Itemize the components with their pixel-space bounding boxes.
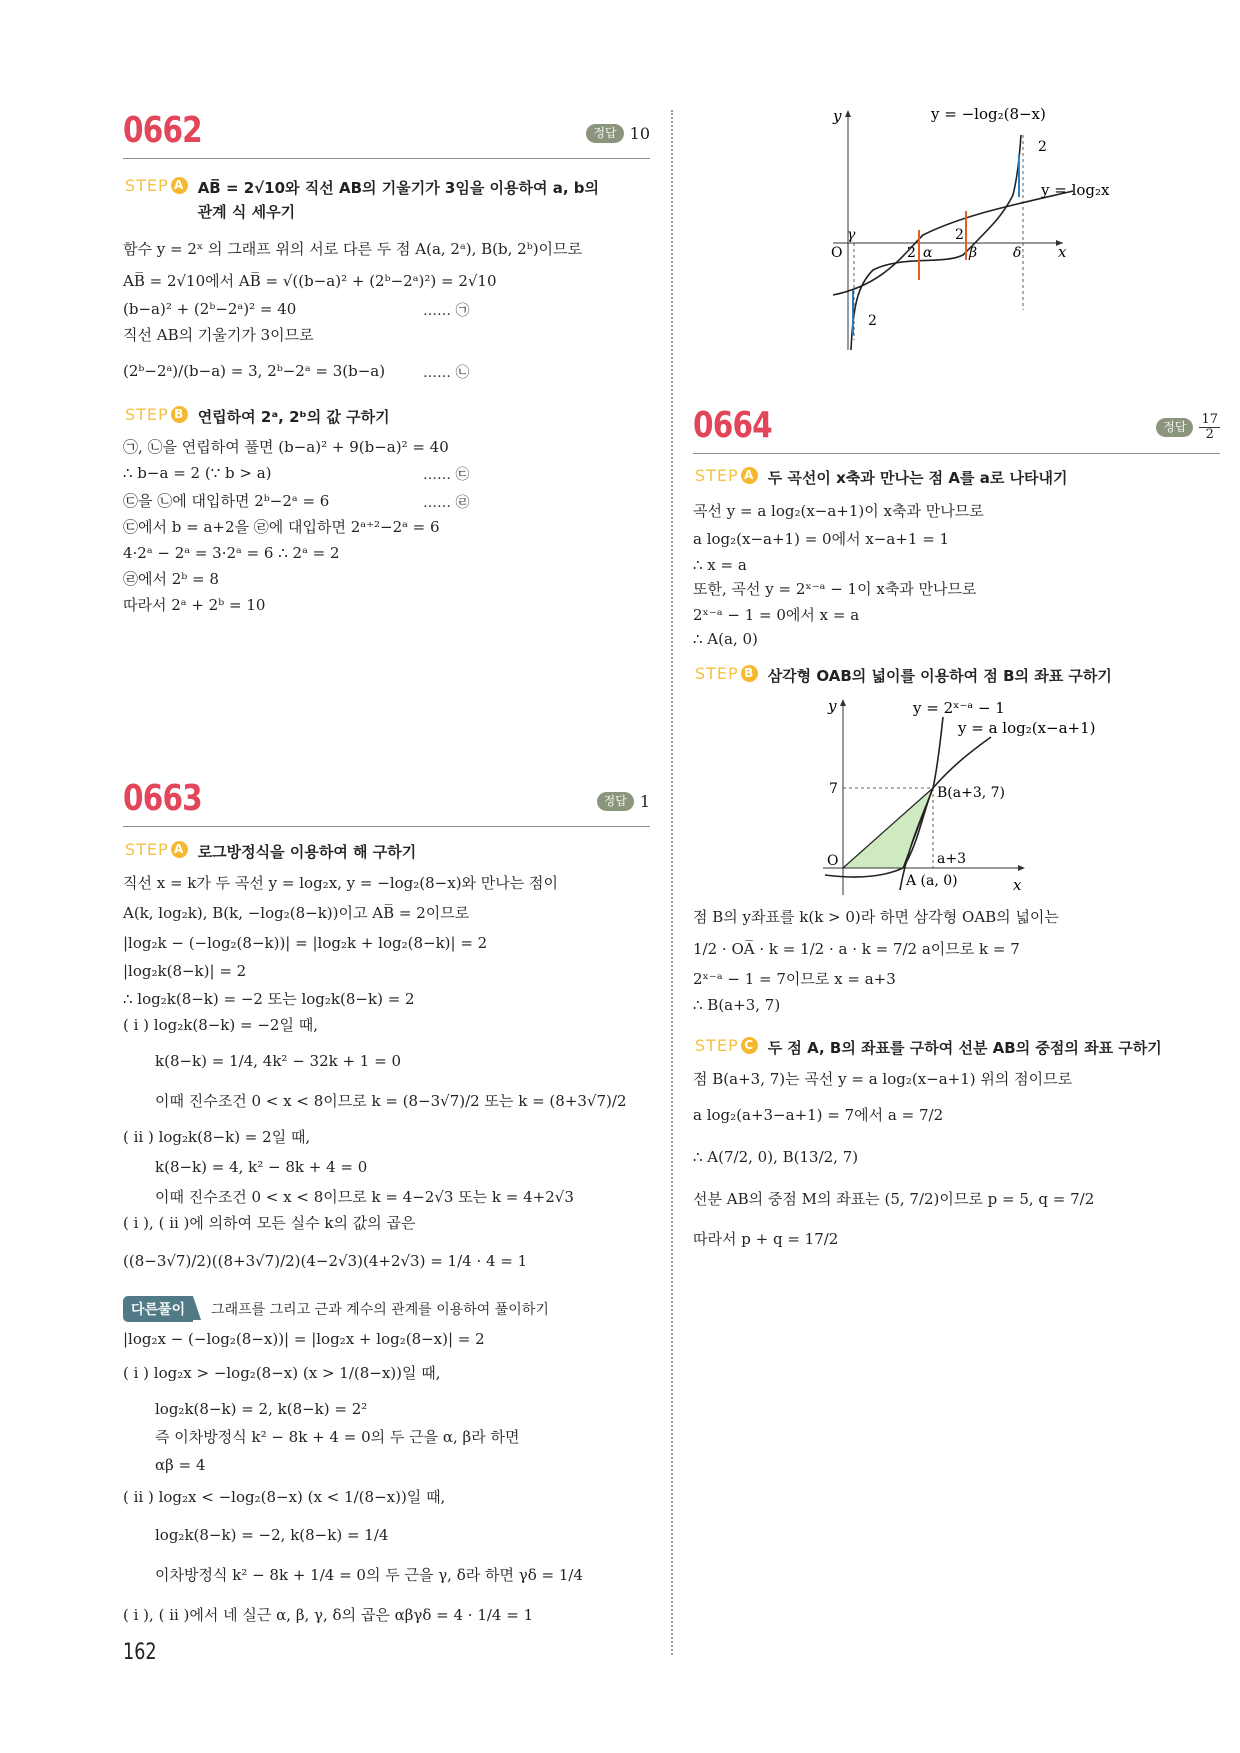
svg-text:A (a, 0): A (a, 0): [906, 873, 958, 889]
step-c-heading: [695, 1036, 1162, 1060]
text-line: a log₂(x−a+1) = 0에서 x−a+1 = 1: [693, 530, 950, 548]
svg-text:2: 2: [1038, 139, 1047, 155]
answer-box: [586, 124, 650, 143]
equation-mark: …… ㉣: [423, 495, 470, 511]
text-line: 4·2ᵃ − 2ᵃ = 3·2ᵃ = 6 ∴ 2ᵃ = 2: [123, 544, 340, 562]
answer-fraction: $\frac{17}{2}$: [1201, 412, 1218, 442]
curve-label: y = −log₂(8−x): [931, 105, 1046, 123]
text-line: 직선 AB의 기울기가 3이므로: [123, 326, 314, 344]
step-letter-icon: B: [171, 406, 188, 423]
text-line: 2ˣ⁻ᵃ − 1 = 7이므로 x = a+3: [693, 970, 896, 988]
text-line: |log₂k(8−k)| = 2: [123, 962, 247, 980]
text-line: A(k, log₂k), B(k, −log₂(8−k))이고 AB̅ = 2이므로: [123, 904, 470, 922]
column-divider: [671, 110, 673, 1655]
text-line: 즉 이차방정식 k² − 8k + 4 = 0의 두 근을 α, β라 하면: [155, 1428, 520, 1446]
text-line: log₂k(8−k) = 2, k(8−k) = 2²: [155, 1400, 368, 1418]
step-title: 두 곡선이 x축과 만나는 점 A를 a로 나타내기: [767, 469, 1068, 487]
step-title: 두 점 A, B의 좌표를 구하여 선분 AB의 중점의 좌표 구하기: [767, 1039, 1162, 1057]
problem-header-0662: [123, 110, 650, 159]
text-line: 함수 y = 2ˣ 의 그래프 위의 서로 다른 두 점 A(a, 2ᵃ), B(b, 2ᵇ)이므로: [123, 240, 583, 258]
step-title: 로그방정식을 이용하여 해 구하기: [197, 843, 417, 861]
text-line: ( i ) log₂x > −log₂(8−x) (x > 1/(8−x))일 때,: [123, 1364, 441, 1382]
answer-badge: 정답: [1156, 418, 1193, 437]
text-line: 따라서 2ᵃ + 2ᵇ = 10: [123, 596, 266, 614]
answer-value: 1: [639, 792, 650, 811]
text-line: ( i ) log₂k(8−k) = −2일 때,: [123, 1016, 318, 1034]
svg-text:y: y: [828, 697, 837, 715]
text-line: |log₂x − (−log₂(8−x))| = |log₂x + log₂(8−x)| = 2: [123, 1330, 485, 1348]
text-line: ㉢을 ㉡에 대입하면 2ᵇ−2ᵃ = 6: [123, 492, 330, 510]
problem-header-0664: [693, 405, 1220, 454]
svg-text:α: α: [923, 245, 933, 261]
text-line: ∴ log₂k(8−k) = −2 또는 log₂k(8−k) = 2: [123, 990, 415, 1008]
text-line: 이때 진수조건 0 < x < 8이므로 k = 4−2√3 또는 k = 4+2√3: [155, 1188, 574, 1206]
svg-text:β: β: [969, 245, 978, 261]
problem-number: 0663: [123, 778, 202, 819]
step-tag: STEP A: [695, 466, 758, 485]
step-b-heading: [125, 405, 390, 429]
text-line: αβ = 4: [155, 1456, 206, 1474]
step-a-heading: [695, 466, 1068, 490]
text-line: ∴ b−a = 2 (∵ b > a): [123, 464, 272, 482]
step-tag: STEP B: [695, 664, 758, 683]
x-axis-label: x: [1058, 243, 1067, 261]
text-line: 곡선 y = a log₂(x−a+1)이 x축과 만나므로: [693, 502, 984, 520]
text-line: ( ii ) log₂x < −log₂(8−x) (x < 1/(8−x))일 때,: [123, 1488, 446, 1506]
text-line: ∴ B(a+3, 7): [693, 996, 781, 1014]
text-line: 점 B의 y좌표를 k(k > 0)라 하면 삼각형 OAB의 넓이는: [693, 908, 1059, 926]
text-line: 따라서 p + q = 17/2: [693, 1230, 839, 1248]
answer-badge: 정답: [586, 124, 623, 143]
text-line: AB̅ = 2√10에서 AB̅ = √((b−a)² + (2ᵇ−2ᵃ)²) = 2√10: [123, 272, 497, 290]
step-letter-icon: A: [741, 467, 758, 484]
text-line: 선분 AB의 중점 M의 좌표는 (5, 7/2)이므로 p = 5, q = 7/2: [693, 1190, 1095, 1208]
equation-mark: …… ㉡: [423, 365, 470, 381]
answer-box: [597, 792, 650, 811]
exp-log-figure: [813, 695, 1143, 895]
svg-text:a+3: a+3: [937, 851, 966, 867]
text-line: ( i ), ( ii )에 의하여 모든 실수 k의 값의 곱은: [123, 1214, 416, 1232]
text-line: ∴ x = a: [693, 556, 747, 574]
step-title: AB̅ = 2√10와 직선 AB의 기울기가 3임을 이용하여 a, b의 관계 식 세우기: [197, 179, 600, 221]
answer-value: 10: [629, 124, 650, 143]
origin-label: O: [831, 245, 843, 261]
svg-text:2: 2: [955, 227, 964, 243]
svg-text:2: 2: [907, 245, 916, 261]
svg-text:δ: δ: [1013, 245, 1022, 261]
step-letter-icon: B: [741, 665, 758, 682]
svg-text:B(a+3, 7): B(a+3, 7): [937, 785, 1006, 801]
problem-number: 0662: [123, 110, 202, 151]
step-title: 삼각형 OAB의 넓이를 이용하여 점 B의 좌표 구하기: [767, 667, 1112, 685]
problem-number: 0664: [693, 405, 772, 446]
text-line: 이때 진수조건 0 < x < 8이므로 k = (8−3√7)/2 또는 k = (8+3√7)/2: [155, 1092, 627, 1110]
alternative-badge: 다른풀이: [123, 1296, 193, 1322]
svg-text:O: O: [827, 853, 839, 869]
curve-label: y = log₂x: [1041, 181, 1110, 199]
svg-text:γ: γ: [847, 227, 856, 243]
step-a-heading: [125, 840, 416, 864]
answer-badge: 정답: [597, 792, 634, 811]
answer-box: [1156, 413, 1220, 442]
text-line: ∴ A(7/2, 0), B(13/2, 7): [693, 1148, 859, 1166]
text-line: 점 B(a+3, 7)는 곡선 y = a log₂(x−a+1) 위의 점이므로: [693, 1070, 1073, 1088]
alternative-title: 그래프를 그리고 근과 계수의 관계를 이용하여 풀이하기: [211, 1302, 549, 1318]
text-line: (b−a)² + (2ᵇ−2ᵃ)² = 40: [123, 300, 297, 318]
text-line: 이차방정식 k² − 8k + 1/4 = 0의 두 근을 γ, δ라 하면 γδ = 1/4: [155, 1566, 583, 1584]
text-line: 2ˣ⁻ᵃ − 1 = 0에서 x = a: [693, 606, 860, 624]
text-line: log₂k(8−k) = −2, k(8−k) = 1/4: [155, 1526, 389, 1544]
text-line: ((8−3√7)/2)((8+3√7)/2)(4−2√3)(4+2√3) = 1/4 · 4 = 1: [123, 1252, 528, 1270]
step-tag: STEP A: [125, 840, 188, 859]
text-line: ㉠, ㉡을 연립하여 풀면 (b−a)² + 9(b−a)² = 40: [123, 438, 449, 456]
text-line: |log₂k − (−log₂(8−k))| = |log₂k + log₂(8−k)| = 2: [123, 934, 488, 952]
step-letter-icon: A: [171, 177, 188, 194]
page-number: 162: [123, 1640, 157, 1665]
text-line: k(8−k) = 1/4, 4k² − 32k + 1 = 0: [155, 1052, 401, 1070]
step-letter-icon: A: [171, 841, 188, 858]
step-title: 연립하여 2ᵃ, 2ᵇ의 값 구하기: [197, 408, 390, 426]
text-line: 또한, 곡선 y = 2ˣ⁻ᵃ − 1이 x축과 만나므로: [693, 580, 977, 598]
svg-text:7: 7: [829, 781, 838, 797]
svg-text:2: 2: [868, 313, 877, 329]
text-line: ( i ), ( ii )에서 네 실근 α, β, γ, δ의 곱은 αβγδ = 4 · 1/4 = 1: [123, 1606, 534, 1624]
text-line: ㉣에서 2ᵇ = 8: [123, 570, 219, 588]
text-line: k(8−k) = 4, k² − 8k + 4 = 0: [155, 1158, 368, 1176]
svg-text:y = a log₂(x−a+1): y = a log₂(x−a+1): [958, 719, 1096, 737]
text-line: ㉢에서 b = a+2을 ㉣에 대입하면 2ᵃ⁺²−2ᵃ = 6: [123, 518, 440, 536]
step-tag: STEP B: [125, 405, 188, 424]
text-line: ∴ A(a, 0): [693, 630, 758, 648]
alternative-solution-heading: [123, 1296, 549, 1322]
step-tag: STEP A: [125, 176, 188, 195]
text-line: ( ii ) log₂k(8−k) = 2일 때,: [123, 1128, 311, 1146]
step-b-heading: [695, 664, 1112, 688]
svg-text:y = 2ˣ⁻ᵃ − 1: y = 2ˣ⁻ᵃ − 1: [913, 699, 1005, 717]
text-line: a log₂(a+3−a+1) = 7에서 a = 7/2: [693, 1106, 944, 1124]
equation-mark: …… ㉠: [423, 303, 470, 319]
equation-mark: …… ㉢: [423, 467, 470, 483]
y-axis-label: y: [833, 107, 842, 125]
log-curves-figure: [823, 105, 1143, 355]
text-line: 1/2 · OA̅ · k = 1/2 · a · k = 7/2 a이므로 k = 7: [693, 940, 1020, 958]
text-line: 직선 x = k가 두 곡선 y = log₂x, y = −log₂(8−x)와 만나는 점이: [123, 874, 559, 892]
step-letter-icon: C: [741, 1037, 758, 1054]
step-a-heading: [125, 176, 618, 224]
svg-text:x: x: [1013, 876, 1022, 894]
text-line: (2ᵇ−2ᵃ)/(b−a) = 3, 2ᵇ−2ᵃ = 3(b−a): [123, 362, 386, 380]
step-tag: STEP C: [695, 1036, 758, 1055]
problem-header-0663: [123, 778, 650, 827]
